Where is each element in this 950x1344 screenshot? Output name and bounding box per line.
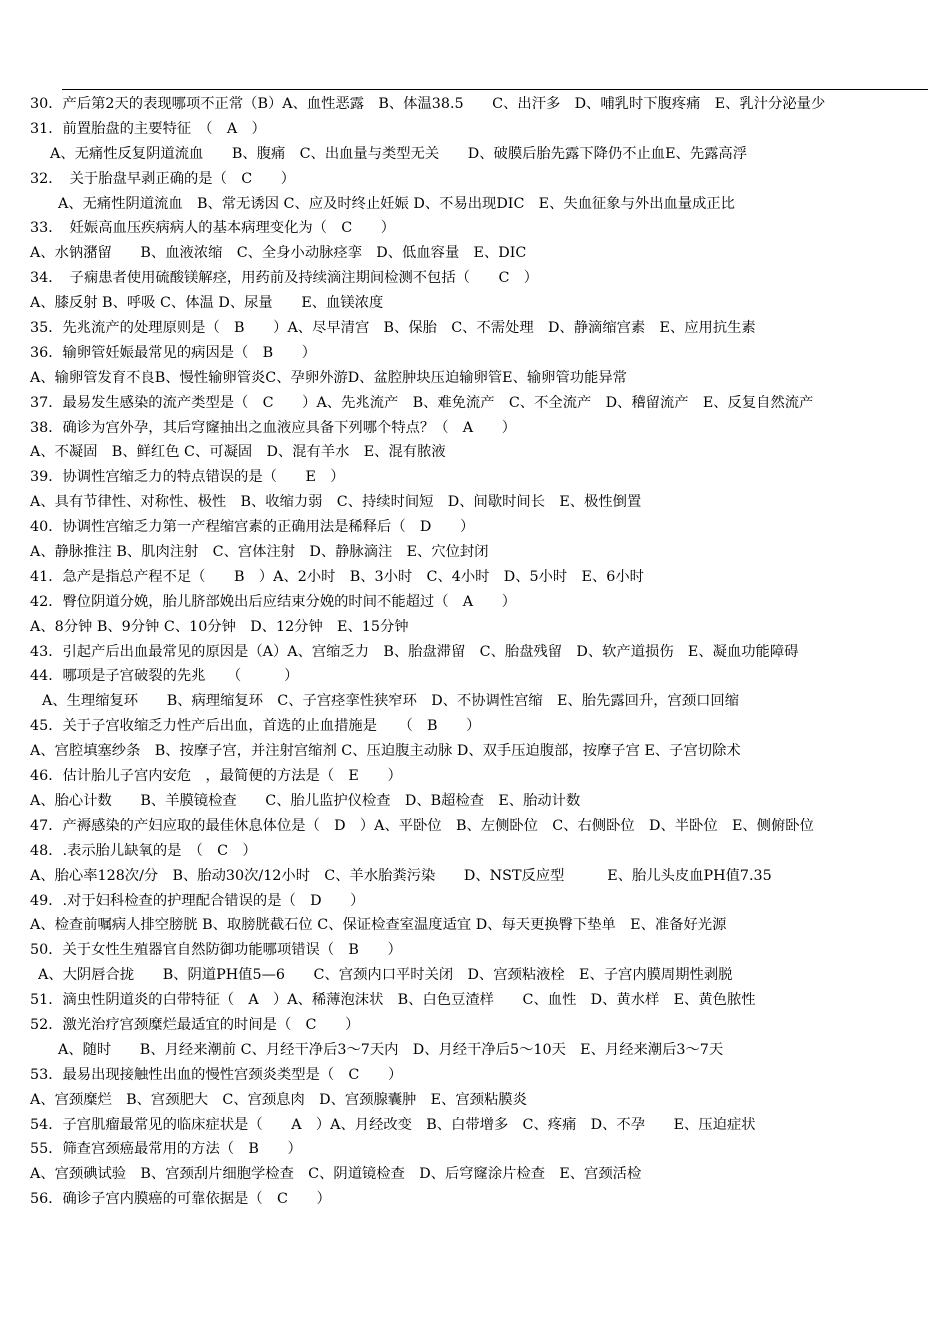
question-line: 34． 子痫患者使用硫酸镁解痉，用药前及持续滴注期间检测不包括（ C ） bbox=[30, 270, 539, 287]
question-line: 33． 妊娠高血压疾病病人的基本病理变化为（ C ） bbox=[30, 220, 396, 237]
option-line: A、随时 B、月经来潮前 C、月经干净后3～7天内 D、月经干净后5～10天 E、月经来潮后3～7天 bbox=[58, 1041, 724, 1058]
question-line: 45．关于子宫收缩乏力性产后出血，首选的止血措施是 （ B ） bbox=[30, 718, 481, 735]
question-line: 54．子宫肌瘤最常见的临床症状是（ A ）A、月经改变 B、白带增多 C、疼痛 D、不孕 E、压迫症状 bbox=[30, 1116, 756, 1133]
option-line: A、具有节律性、对称性、极性 B、收缩力弱 C、持续时间短 D、间歇时间长 E、极性倒置 bbox=[30, 494, 642, 511]
question-line: 43．引起产后出血最常见的原因是（A）A、宫缩乏力 B、胎盘滞留 C、胎盘残留 D、软产道损伤 E、凝血功能障碍 bbox=[30, 643, 799, 660]
question-line: 32． 关于胎盘早剥正确的是（ C ） bbox=[30, 170, 296, 187]
option-line: A、8分钟 B、9分钟 C、10分钟 D、12分钟 E、15分钟 bbox=[30, 618, 409, 635]
question-line: 52．激光治疗宫颈糜烂最适宜的时间是（ C ） bbox=[30, 1016, 360, 1033]
question-line: 39．协调性宫缩乏力的特点错误的是（ E ） bbox=[30, 469, 345, 486]
question-line: 49．.对于妇科检查的护理配合错误的是（ D ） bbox=[30, 892, 365, 909]
option-line: A、不凝固 B、鲜红色 C、可凝固 D、混有羊水 E、混有脓液 bbox=[30, 444, 446, 461]
option-line: A、宫颈碘试验 B、宫颈刮片细胞学检查 C、阴道镜检查 D、后穹窿涂片检查 E、宫颈活检 bbox=[30, 1166, 642, 1183]
option-line: A、静脉推注 B、肌肉注射 C、宫体注射 D、静脉滴注 E、穴位封闭 bbox=[30, 544, 489, 561]
question-line: 41．急产是指总产程不足（ B ）A、2小时 B、3小时 C、4小时 D、5小时 E、6小时 bbox=[30, 568, 644, 585]
question-line: 47．产褥感染的产妇应取的最佳休息体位是（ D ）A、平卧位 B、左侧卧位 C、右侧卧位 D、半卧位 E、侧俯卧位 bbox=[30, 817, 814, 834]
option-line: A、大阴唇合拢 B、阴道PH值5—6 C、宫颈内口平时关闭 D、宫颈粘液栓 E、子宫内膜周期性剥脱 bbox=[38, 967, 733, 984]
option-line: A、宫颈糜烂 B、宫颈肥大 C、宫颈息肉 D、宫颈腺囊肿 E、宫颈粘膜炎 bbox=[30, 1091, 527, 1108]
option-line: A、胎心计数 B、羊膜镜检查 C、胎儿监护仪检查 D、B超检查 E、胎动计数 bbox=[30, 792, 581, 809]
question-line: 38．确诊为宫外孕，其后穹窿抽出之血液应具备下列哪个特点？（ A ） bbox=[30, 419, 517, 436]
question-line: 30．产后第2天的表现哪项不正常（B）A、血性恶露 B、体温38.5 C、出汗多 D、哺乳时下腹疼痛 E、乳汁分泌量少 bbox=[30, 96, 826, 112]
question-line: 31．前置胎盘的主要特征 （ A ） bbox=[30, 120, 266, 137]
option-line: A、输卵管发育不良B、慢性输卵管炎C、孕卵外游D、盆腔肿块压迫输卵管E、输卵管功能异常 bbox=[30, 369, 627, 386]
question-line: 55．筛查宫颈癌最常用的方法（ B ） bbox=[30, 1141, 302, 1158]
top-rule bbox=[62, 89, 928, 90]
question-line: 44．哪项是子宫破裂的先兆 （ ） bbox=[30, 668, 299, 685]
question-line: 36．输卵管妊娠最常见的病因是（ B ） bbox=[30, 344, 317, 361]
option-line: A、无痛性反复阴道流血 B、腹痛 C、出血量与类型无关 D、破膜后胎先露下降仍不止血E、先露高浮 bbox=[50, 145, 748, 162]
option-line: A、水钠潴留 B、血液浓缩 C、全身小动脉痉挛 D、低血容量 E、DIC bbox=[30, 245, 527, 262]
question-line: 56．确诊子宫内膜癌的可靠依据是（ C ） bbox=[30, 1191, 331, 1208]
option-line: A、宫腔填塞纱条 B、按摩子宫，并注射宫缩剂 C、压迫腹主动脉 D、双手压迫腹部，按摩子宫 E、子宫切除术 bbox=[30, 743, 741, 760]
option-line: A、生理缩复环 B、病理缩复环 C、子宫痉挛性狭窄环 D、不协调性宫缩 E、胎先露回升，宫颈口回缩 bbox=[42, 693, 740, 710]
question-line: 51．滴虫性阴道炎的白带特征（ A ）A、稀薄泡沫状 B、白色豆渣样 C、血性 D、黄水样 E、黄色脓性 bbox=[30, 992, 756, 1009]
question-line: 50．关于女性生殖器官自然防御功能哪项错误（ B ） bbox=[30, 942, 402, 959]
option-line: A、膝反射 B、呼吸 C、体温 D、尿量 E、血镁浓度 bbox=[30, 295, 384, 312]
option-line: A、胎心率128次/分 B、胎动30次/12小时 C、羊水胎粪污染 D、NST反应型 E、胎儿头皮血PH值7.35 bbox=[30, 867, 772, 884]
question-line: 37．最易发生感染的流产类型是（ C ）A、先兆流产 B、难免流产 C、不全流产 D、稽留流产 E、反复自然流产 bbox=[30, 394, 814, 411]
option-line: A、检查前嘱病人排空膀胱 B、取膀胱截石位 C、保证检查室温度适宜 D、每天更换臀下垫单 E、准备好光源 bbox=[30, 917, 727, 934]
question-line: 48．.表示胎儿缺氧的是 （ C ） bbox=[30, 842, 257, 859]
question-line: 42．臀位阴道分娩，胎儿脐部娩出后应结束分娩的时间不能超过（ A ） bbox=[30, 593, 517, 610]
question-line: 35．先兆流产的处理原则是（ B ）A、尽早清宫 B、保胎 C、不需处理 D、静滴缩宫素 E、应用抗生素 bbox=[30, 320, 756, 337]
option-line: A、无痛性阴道流血 B、常无诱因 C、应及时终止妊娠 D、不易出现DIC E、失血征象与外出血量成正比 bbox=[58, 195, 735, 212]
question-line: 46．估计胎儿子宫内安危 ，最简便的方法是（ E ） bbox=[30, 768, 402, 785]
question-line: 40．协调性宫缩乏力第一产程缩宫素的正确用法是稀释后（ D ） bbox=[30, 519, 475, 536]
question-list bbox=[0, 92, 950, 1212]
question-line: 53．最易出现接触性出血的慢性宫颈炎类型是（ C ） bbox=[30, 1066, 403, 1083]
